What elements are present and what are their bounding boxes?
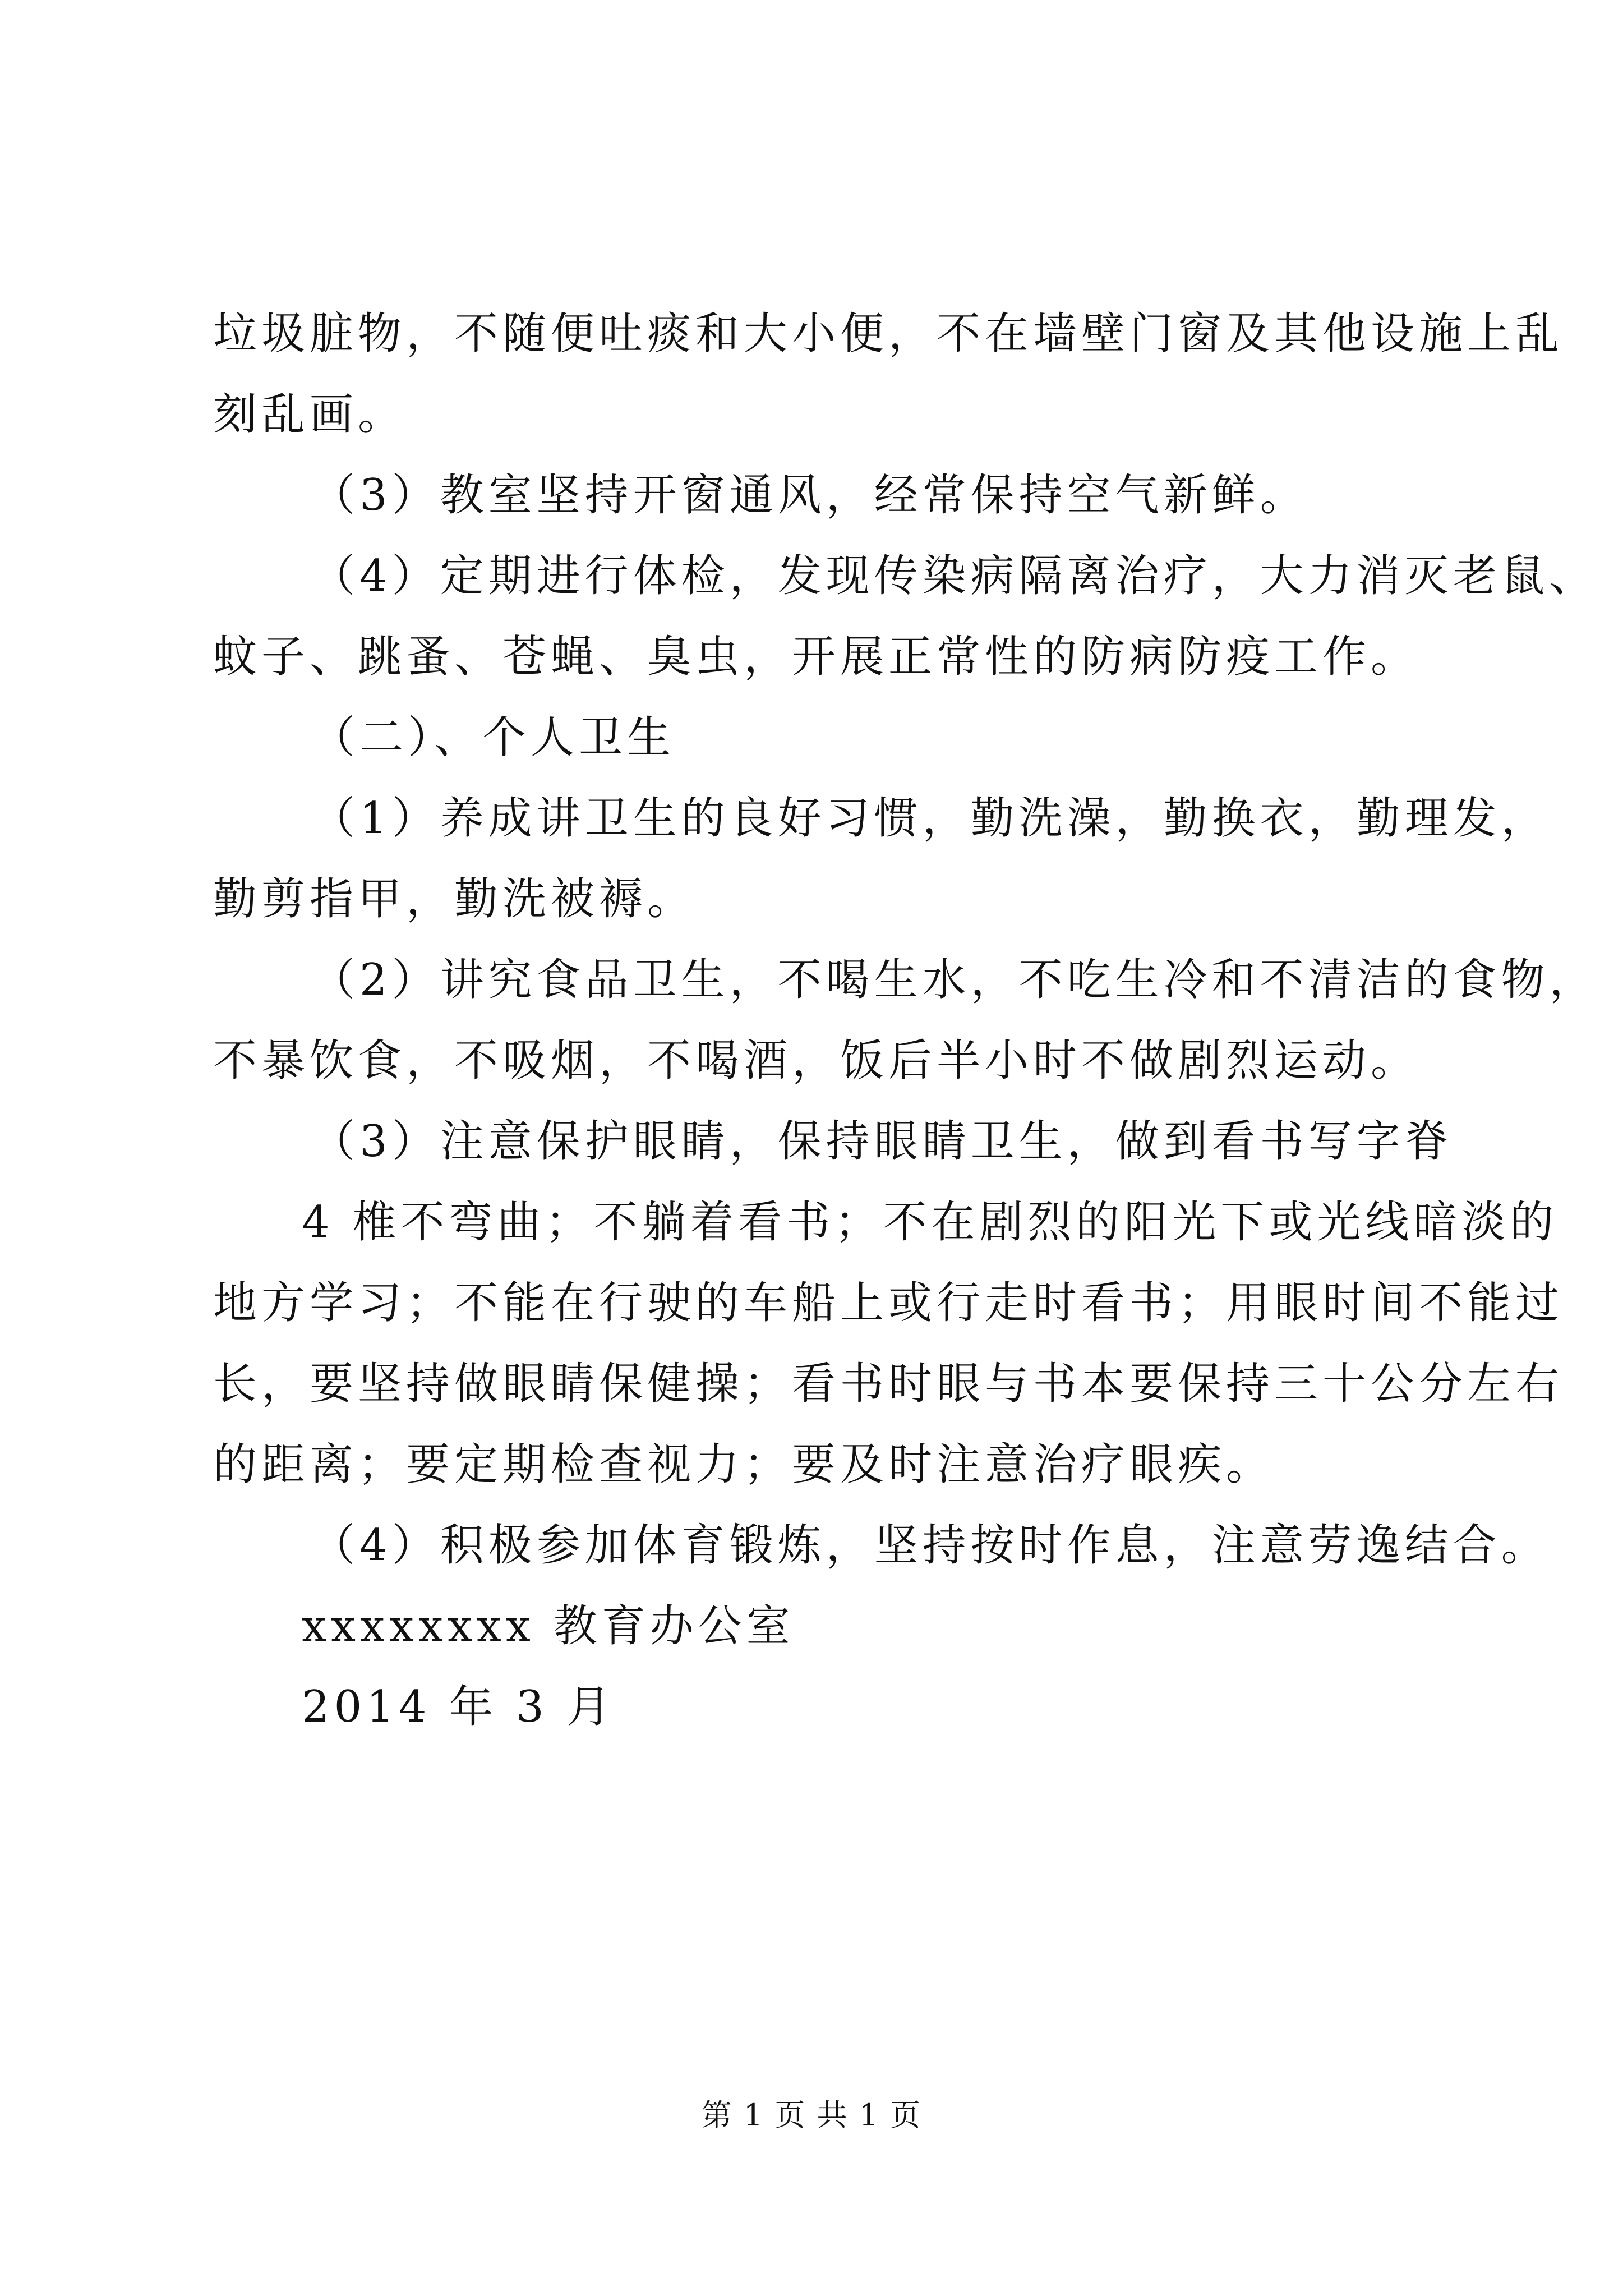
page-number-footer: 第 1 页 共 1 页 [701, 2097, 922, 2133]
body-text-line: 地方学习；不能在行驶的车船上或行走时看书；用眼时间不能过 [213, 1278, 1564, 1328]
list-item-exercise: （4）积极参加体育锻炼，坚持按时作息，注意劳逸结合。 [311, 1520, 1550, 1571]
body-text-line: 长，要坚持做眼睛保健操；看书时眼与书本要保持三十公分左右 [213, 1359, 1564, 1409]
list-item-health-check: （4）定期进行体检，发现传染病隔离治疗，大力消灭老鼠、 [311, 551, 1598, 601]
body-text-line: 的距离；要定期检查视力；要及时注意治疗眼疾。 [213, 1439, 1275, 1490]
body-text-line: 刻乱画。 [213, 389, 407, 440]
body-text-line: 勤剪指甲，勤洗被褥。 [213, 874, 696, 924]
list-item-food-hygiene: （2）讲究食品卫生，不喝生水，不吃生冷和不清洁的食物， [311, 955, 1598, 1005]
body-text-line: 蚊子、跳蚤、苍蝇、臭虫，开展正常性的防病防疫工作。 [213, 632, 1419, 682]
body-text-line: 4 椎不弯曲；不躺着看书；不在剧烈的阳光下或光线暗淡的 [302, 1197, 1559, 1248]
list-item-eye-care: （3）注意保护眼睛，保持眼睛卫生，做到看书写字脊 [311, 1116, 1453, 1167]
signature-date: 2014 年 3 月 [302, 1682, 615, 1732]
list-item-classroom-ventilation: （3）教室坚持开窗通风，经常保持空气新鲜。 [311, 470, 1308, 521]
body-text-line: 垃圾脏物，不随便吐痰和大小便，不在墙壁门窗及其他设施上乱 [213, 309, 1564, 359]
list-item-hygiene-habits: （1）养成讲卫生的良好习惯，勤洗澡，勤换衣，勤理发， [311, 793, 1550, 844]
signature-office: xxxxxxxx 教育办公室 [302, 1601, 795, 1651]
body-text-line: 不暴饮食，不吸烟，不喝酒，饭后半小时不做剧烈运动。 [213, 1036, 1419, 1086]
section-heading-personal-hygiene: （二）、个人卫生 [311, 712, 676, 763]
